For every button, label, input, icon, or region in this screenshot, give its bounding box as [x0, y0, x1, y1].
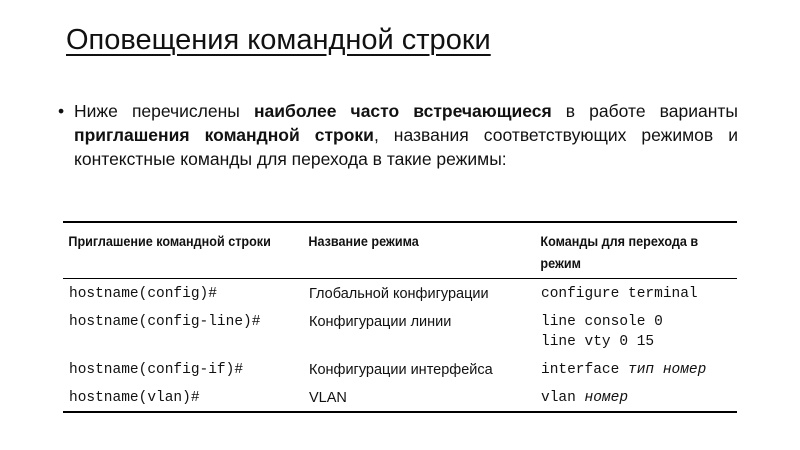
- command-line: [541, 388, 731, 408]
- header-mode-name: Название режима: [308, 233, 419, 249]
- command-argument: тип номер: [628, 362, 707, 378]
- cell-commands: [535, 279, 737, 308]
- cell-prompt: hostname(config-line)#: [69, 314, 261, 330]
- command-text: vlan: [541, 390, 585, 406]
- table-row: [63, 307, 737, 355]
- cell-mode-name: Конфигурации линии: [309, 314, 452, 330]
- command-line: [541, 284, 731, 304]
- cell-prompt: hostname(config-if)#: [69, 362, 244, 378]
- command-text: interface: [541, 362, 629, 378]
- bullet-text: [74, 99, 738, 171]
- header-prompt: Приглашение командной строки: [68, 233, 271, 249]
- command-text: line vty 0 15: [541, 334, 655, 350]
- bullet-marker: •: [58, 101, 65, 121]
- bullet-bold-2: приглашения командной строки: [74, 125, 374, 145]
- bullet-bold-1: наиболее часто встречающиеся: [253, 101, 552, 121]
- command-modes-table: [63, 221, 737, 413]
- table-row: [63, 383, 737, 412]
- command-text: configure terminal: [541, 286, 698, 302]
- bullet-paragraph: [58, 99, 738, 171]
- table-row: [63, 279, 737, 308]
- cell-commands: [535, 355, 737, 383]
- command-line: [541, 360, 731, 380]
- cell-commands: [535, 383, 737, 412]
- command-line: [541, 312, 731, 332]
- cell-mode-name: Глобальной конфигурации: [309, 286, 489, 302]
- command-text: line console 0: [541, 314, 663, 330]
- command-argument: номер: [584, 390, 629, 406]
- cell-mode-name: VLAN: [309, 390, 347, 406]
- bullet-text-part3: , названия соответствующих режимов и контекстные команды для перехода в такие режимы:: [74, 125, 738, 169]
- cell-prompt: hostname(config)#: [69, 286, 217, 302]
- table-header-row: [63, 222, 737, 279]
- cell-commands: [535, 307, 737, 355]
- table-row: [63, 355, 737, 383]
- slide-title: Оповещения командной строки: [66, 24, 491, 56]
- cell-prompt: hostname(vlan)#: [69, 390, 200, 406]
- cell-mode-name: Конфигурации интерфейса: [309, 362, 493, 378]
- bullet-text-part2: в работе варианты: [551, 101, 738, 121]
- bullet-text-part1: Ниже перечислены: [74, 101, 254, 121]
- command-line: [541, 332, 731, 352]
- header-commands: Команды для перехода в режим: [540, 233, 699, 271]
